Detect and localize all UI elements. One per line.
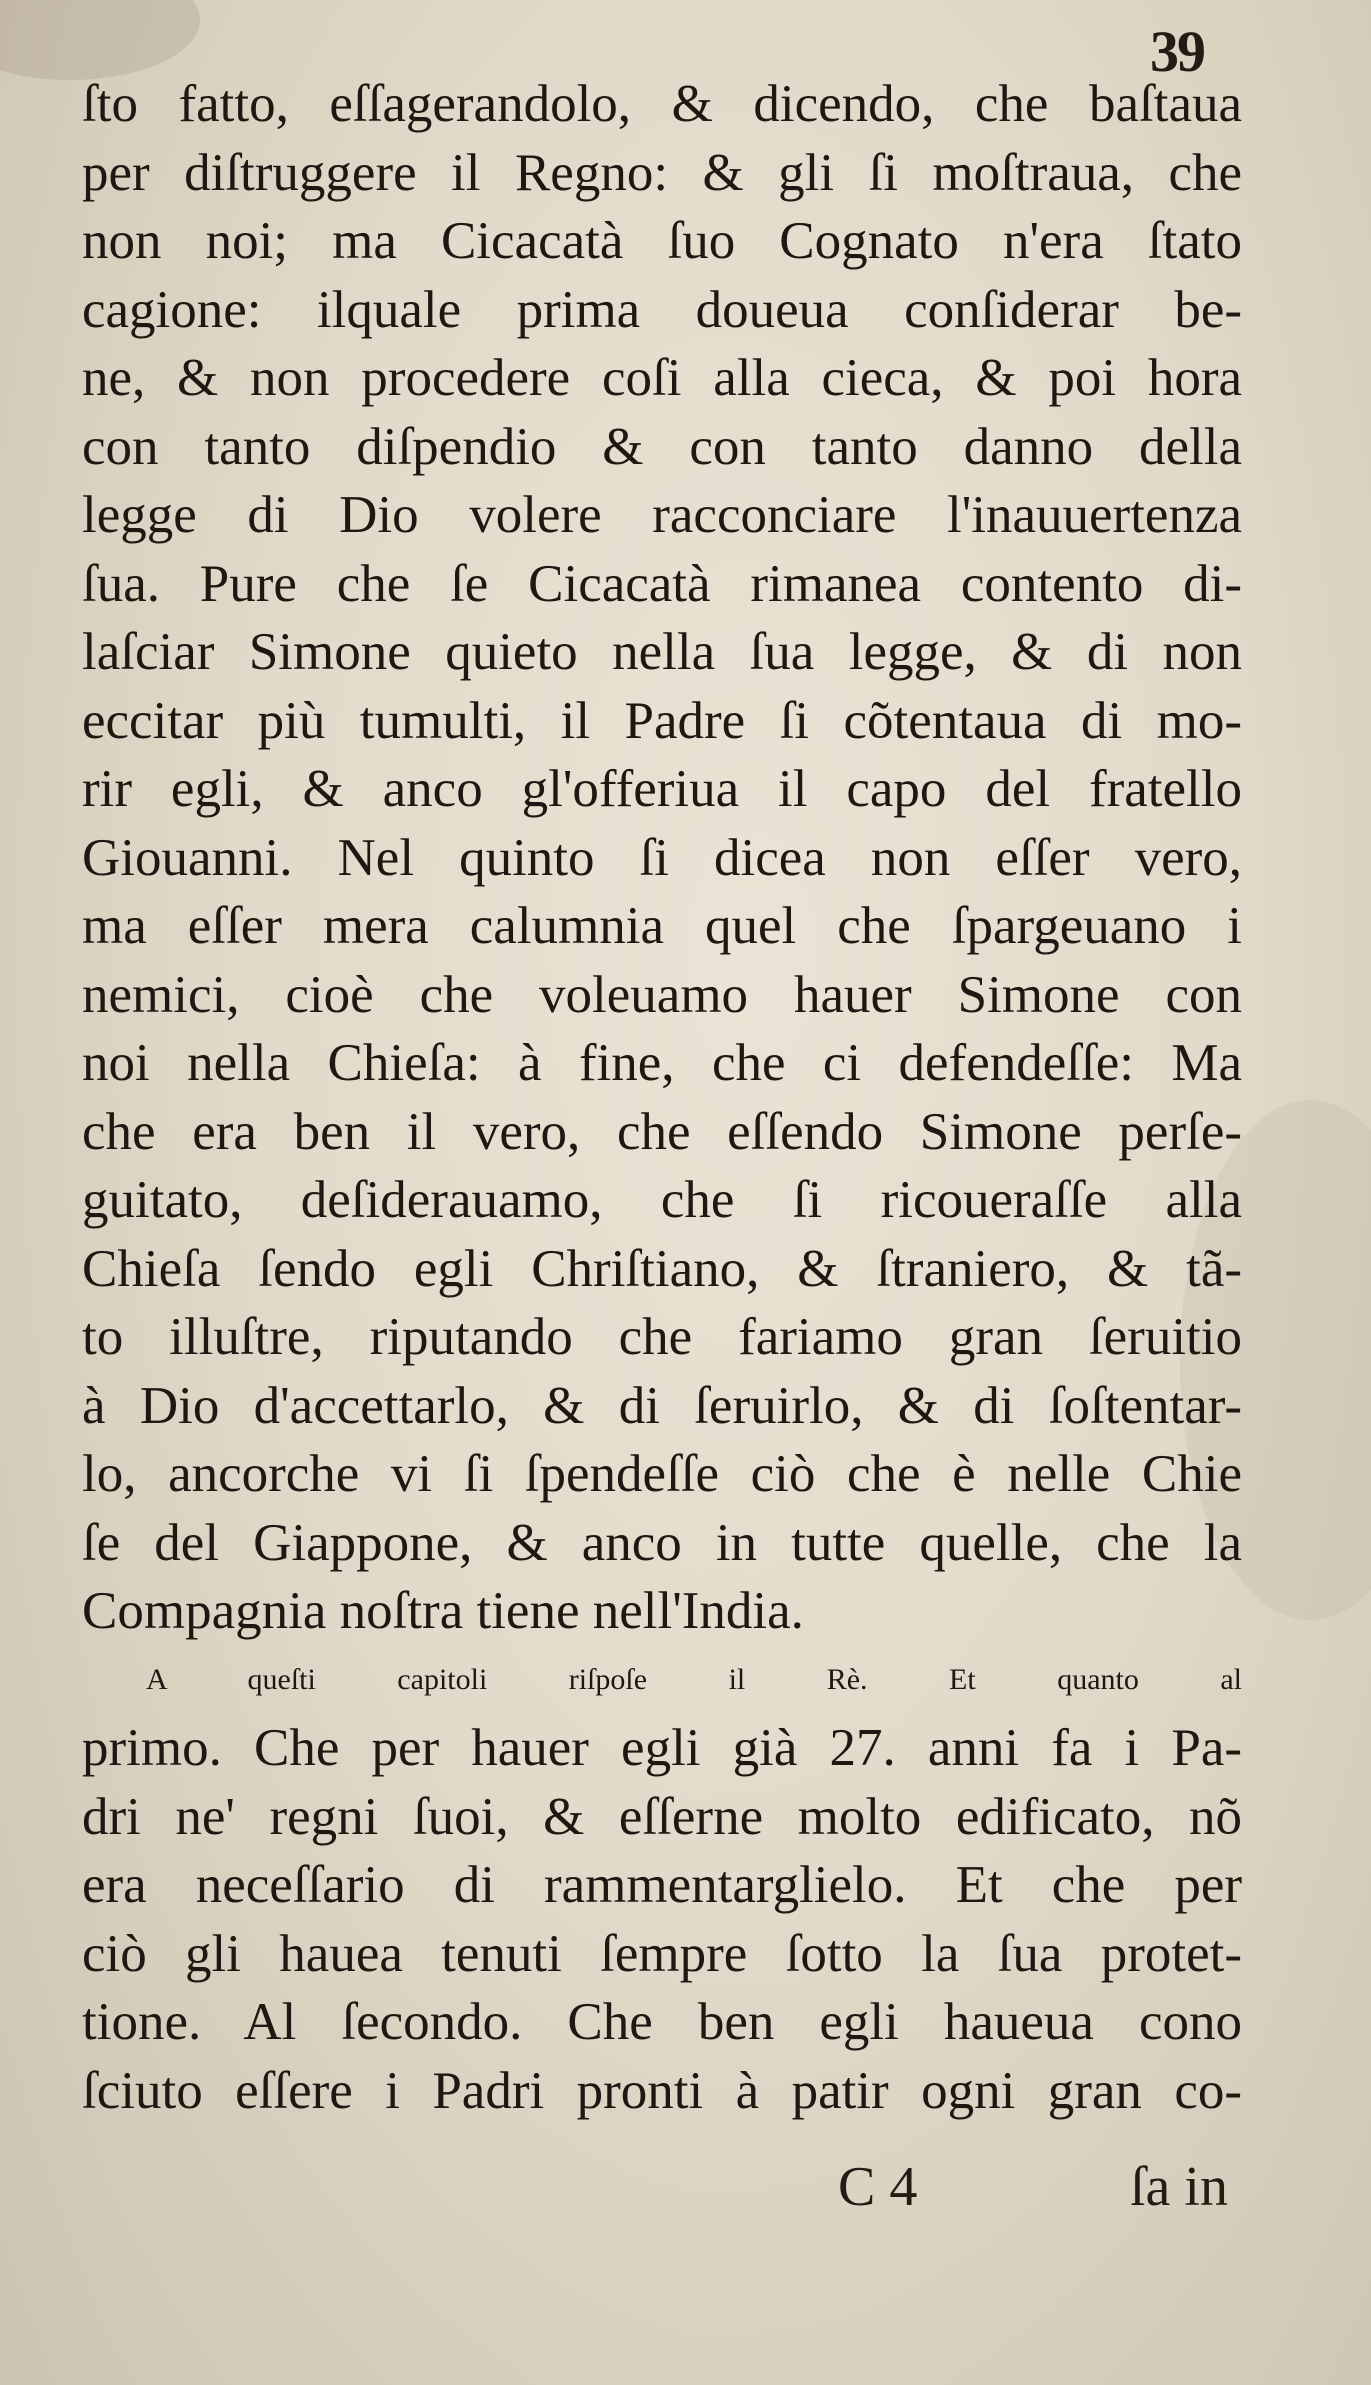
text-line: tione. Al ſecondo. Che ben egli haueua cono: [82, 1993, 1242, 2051]
text-line: cagione: ilquale prima doueua conſiderar be-: [82, 280, 1242, 339]
text-line: rir egli, & anco gl'offeriua il capo del fratello: [82, 760, 1242, 818]
text-line: eccitar più tumulti, il Padre ſi cõtentaua di mo-: [82, 691, 1242, 750]
text-line: ſto fatto, eſſagerandolo, & dicendo, che baſtaua: [82, 75, 1242, 133]
catchword: ſa in: [1130, 2156, 1228, 2218]
text-line: guitato, deſiderauamo, che ſi ricoueraſſe alla: [82, 1171, 1242, 1229]
text-line: ſciuto eſſere i Padri pronti à patir ogni gran co-: [82, 2061, 1242, 2120]
text-line: laſciar Simone quieto nella ſua legge, & di non: [82, 623, 1242, 681]
text-line: era neceſſario di rammentarglielo. Et che per: [82, 1856, 1242, 1914]
text-line: Chieſa ſendo egli Chriſtiano, & ſtraniero, & tã-: [82, 1239, 1242, 1298]
text-line: nemici, cioè che voleuamo hauer Simone con: [82, 965, 1242, 1024]
text-line: lo, ancorche vi ſi ſpendeſſe ciò che è nelle Chie: [82, 1445, 1242, 1503]
text-line: che era ben il vero, che eſſendo Simone perſe-: [82, 1102, 1242, 1161]
text-line: ciò gli hauea tenuti ſempre ſotto la ſua protet-: [82, 1924, 1242, 1983]
text-line: ſua. Pure che ſe Cicacatà rimanea contento di-: [82, 554, 1242, 613]
text-line: ne, & non procedere coſi alla cieca, & poi hora: [82, 349, 1242, 407]
text-line: to illuſtre, riputando che fariamo gran ſeruitio: [82, 1308, 1242, 1366]
text-line: noi nella Chieſa: à fine, che ci defendeſſe: Ma: [82, 1034, 1242, 1092]
text-line: con tanto diſpendio & con tanto danno della: [82, 417, 1242, 476]
text-line: legge di Dio volere racconciare l'inauuertenza: [82, 486, 1242, 544]
signature-mark: C 4: [838, 2156, 918, 2218]
page-number: 39: [1150, 19, 1204, 84]
text-line: primo. Che per hauer egli già 27. anni fa i Pa-: [82, 1719, 1242, 1777]
text-line: Compagnia noſtra tiene nell'India.: [82, 1582, 804, 1640]
text-line: à Dio d'accettarlo, & di ſeruirlo, & di ſoſtentar-: [82, 1376, 1242, 1435]
text-line: ſe del Giappone, & anco in tutte quelle, che la: [82, 1513, 1242, 1572]
text-line: A queſti capitoli riſpoſe il Rè. Et quanto al: [146, 1662, 1242, 1696]
text-line: non noi; ma Cicacatà ſuo Cognato n'era ſtato: [82, 212, 1242, 270]
body-text: [82, 70, 1242, 2125]
text-line: dri ne' regni ſuoi, & eſſerne molto edificato, nõ: [82, 1787, 1242, 1846]
text-line: Giouanni. Nel quinto ſi dicea non eſſer vero,: [82, 828, 1242, 887]
text-line: ma eſſer mera calumnia quel che ſpargeuano i: [82, 897, 1242, 955]
paper-stain: [0, 0, 200, 80]
text-line: per diſtruggere il Regno: & gli ſi moſtraua, che: [82, 143, 1242, 202]
